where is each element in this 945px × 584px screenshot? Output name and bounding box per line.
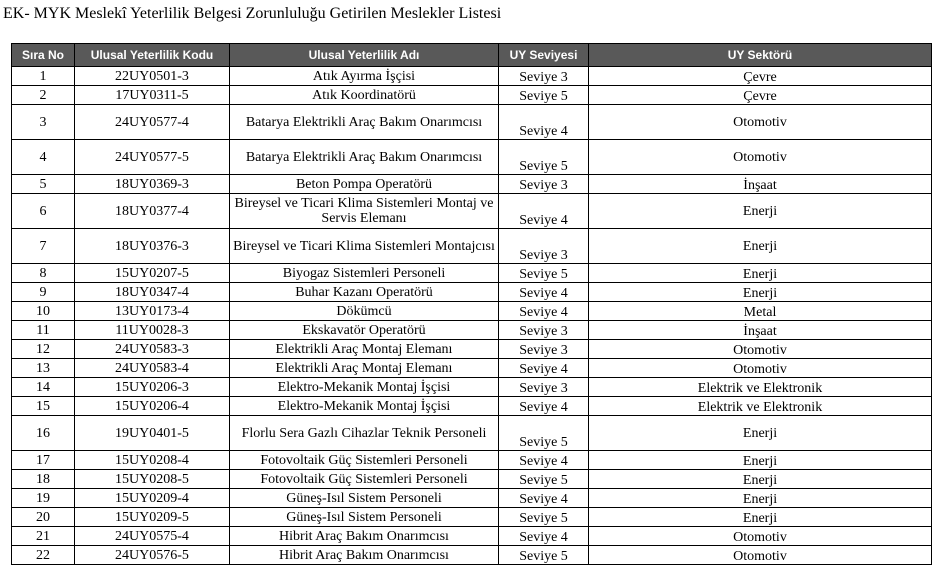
cell-sector: Enerji <box>589 451 932 470</box>
cell-sector: Enerji <box>589 489 932 508</box>
table-row <box>12 283 932 302</box>
cell-row-number: 3 <box>12 105 75 140</box>
cell-qualification-name: Elektro-Mekanik Montaj İşçisi <box>230 378 499 397</box>
table-row <box>12 175 932 194</box>
cell-qualification-code: 15UY0206-3 <box>75 378 230 397</box>
cell-qualification-name: Dökümcü <box>230 302 499 321</box>
table-row <box>12 489 932 508</box>
cell-qualification-code: 18UY0377-4 <box>75 194 230 229</box>
table-row <box>12 302 932 321</box>
table-row <box>12 340 932 359</box>
cell-qualification-code: 24UY0577-4 <box>75 105 230 140</box>
cell-sector: Otomotiv <box>589 546 932 565</box>
cell-row-number: 4 <box>12 140 75 175</box>
cell-row-number: 1 <box>12 67 75 86</box>
cell-row-number: 7 <box>12 229 75 264</box>
cell-row-number: 5 <box>12 175 75 194</box>
table-row <box>12 229 932 264</box>
cell-qualification-code: 24UY0583-4 <box>75 359 230 378</box>
table-row <box>12 546 932 565</box>
column-header-sector: UY Sektörü <box>589 44 932 67</box>
cell-qualification-code: 13UY0173-4 <box>75 302 230 321</box>
cell-sector: Elektrik ve Elektronik <box>589 397 932 416</box>
table-row <box>12 378 932 397</box>
column-header-level: UY Seviyesi <box>499 44 589 67</box>
cell-qualification-code: 15UY0207-5 <box>75 264 230 283</box>
cell-level: Seviye 4 <box>499 527 589 546</box>
table-row <box>12 140 932 175</box>
cell-row-number: 14 <box>12 378 75 397</box>
cell-sector: Otomotiv <box>589 140 932 175</box>
cell-qualification-code: 24UY0583-3 <box>75 340 230 359</box>
table-row <box>12 321 932 340</box>
cell-level: Seviye 4 <box>499 194 589 229</box>
cell-level: Seviye 3 <box>499 175 589 194</box>
cell-row-number: 15 <box>12 397 75 416</box>
cell-qualification-code: 18UY0376-3 <box>75 229 230 264</box>
cell-qualification-code: 24UY0575-4 <box>75 527 230 546</box>
cell-row-number: 10 <box>12 302 75 321</box>
document-title: EK- MYK Meslekî Yeterlilik Belgesi Zorunluluğu Getirilen Meslekler Listesi <box>3 5 502 22</box>
cell-level: Seviye 5 <box>499 86 589 105</box>
cell-level: Seviye 5 <box>499 546 589 565</box>
cell-sector: Enerji <box>589 194 932 229</box>
cell-qualification-code: 18UY0369-3 <box>75 175 230 194</box>
cell-qualification-name: Elektrikli Araç Montaj Elemanı <box>230 359 499 378</box>
cell-level: Seviye 4 <box>499 105 589 140</box>
cell-qualification-name: Florlu Sera Gazlı Cihazlar Teknik Personeli <box>230 416 499 451</box>
cell-qualification-name: Batarya Elektrikli Araç Bakım Onarımcısı <box>230 140 499 175</box>
table-row <box>12 67 932 86</box>
cell-sector: Enerji <box>589 470 932 489</box>
cell-level: Seviye 5 <box>499 140 589 175</box>
cell-row-number: 8 <box>12 264 75 283</box>
cell-qualification-code: 18UY0347-4 <box>75 283 230 302</box>
cell-row-number: 17 <box>12 451 75 470</box>
cell-qualification-code: 15UY0209-4 <box>75 489 230 508</box>
cell-qualification-name: Batarya Elektrikli Araç Bakım Onarımcısı <box>230 105 499 140</box>
cell-level: Seviye 4 <box>499 359 589 378</box>
cell-level: Seviye 4 <box>499 397 589 416</box>
cell-level: Seviye 4 <box>499 489 589 508</box>
cell-level: Seviye 3 <box>499 321 589 340</box>
cell-qualification-name: Elektrikli Araç Montaj Elemanı <box>230 340 499 359</box>
cell-qualification-code: 24UY0577-5 <box>75 140 230 175</box>
cell-qualification-name: Bireysel ve Ticari Klima Sistemleri Montajcısı <box>230 229 499 264</box>
cell-sector: Elektrik ve Elektronik <box>589 378 932 397</box>
table-row <box>12 527 932 546</box>
cell-qualification-name: Fotovoltaik Güç Sistemleri Personeli <box>230 470 499 489</box>
column-header-code: Ulusal Yeterlilik Kodu <box>75 44 230 67</box>
cell-sector: Çevre <box>589 67 932 86</box>
cell-level: Seviye 3 <box>499 229 589 264</box>
table-row <box>12 397 932 416</box>
cell-qualification-name: Elektro-Mekanik Montaj İşçisi <box>230 397 499 416</box>
cell-sector: Metal <box>589 302 932 321</box>
cell-sector: İnşaat <box>589 321 932 340</box>
cell-row-number: 19 <box>12 489 75 508</box>
cell-qualification-name: Atık Koordinatörü <box>230 86 499 105</box>
table-header-row <box>12 44 932 67</box>
cell-sector: Enerji <box>589 508 932 527</box>
cell-level: Seviye 3 <box>499 67 589 86</box>
table-row <box>12 451 932 470</box>
cell-row-number: 9 <box>12 283 75 302</box>
cell-level: Seviye 4 <box>499 283 589 302</box>
table-row <box>12 508 932 527</box>
cell-qualification-name: Beton Pompa Operatörü <box>230 175 499 194</box>
cell-level: Seviye 5 <box>499 508 589 527</box>
cell-row-number: 21 <box>12 527 75 546</box>
cell-sector: Otomotiv <box>589 105 932 140</box>
cell-qualification-name: Hibrit Araç Bakım Onarımcısı <box>230 527 499 546</box>
cell-level: Seviye 5 <box>499 264 589 283</box>
cell-qualification-name: Güneş-Isıl Sistem Personeli <box>230 489 499 508</box>
cell-row-number: 22 <box>12 546 75 565</box>
cell-sector: Otomotiv <box>589 527 932 546</box>
cell-qualification-code: 15UY0208-5 <box>75 470 230 489</box>
cell-qualification-name: Ekskavatör Operatörü <box>230 321 499 340</box>
cell-sector: Enerji <box>589 264 932 283</box>
cell-level: Seviye 3 <box>499 340 589 359</box>
cell-qualification-name: Hibrit Araç Bakım Onarımcısı <box>230 546 499 565</box>
cell-level: Seviye 5 <box>499 470 589 489</box>
cell-row-number: 6 <box>12 194 75 229</box>
column-header-name: Ulusal Yeterlilik Adı <box>230 44 499 67</box>
table-row <box>12 359 932 378</box>
table-row <box>12 470 932 489</box>
occupations-table <box>11 43 932 565</box>
cell-qualification-code: 15UY0209-5 <box>75 508 230 527</box>
cell-row-number: 13 <box>12 359 75 378</box>
cell-row-number: 12 <box>12 340 75 359</box>
cell-level: Seviye 4 <box>499 451 589 470</box>
cell-qualification-code: 24UY0576-5 <box>75 546 230 565</box>
cell-qualification-code: 15UY0208-4 <box>75 451 230 470</box>
cell-sector: Otomotiv <box>589 340 932 359</box>
cell-sector: İnşaat <box>589 175 932 194</box>
table-row <box>12 194 932 229</box>
cell-sector: Enerji <box>589 229 932 264</box>
cell-sector: Enerji <box>589 283 932 302</box>
cell-qualification-name: Bireysel ve Ticari Klima Sistemleri Montaj ve Servis Elemanı <box>230 194 499 229</box>
cell-qualification-name: Atık Ayırma İşçisi <box>230 67 499 86</box>
table-body <box>12 67 932 565</box>
cell-row-number: 11 <box>12 321 75 340</box>
cell-row-number: 18 <box>12 470 75 489</box>
cell-level: Seviye 5 <box>499 416 589 451</box>
cell-level: Seviye 4 <box>499 302 589 321</box>
cell-qualification-name: Buhar Kazanı Operatörü <box>230 283 499 302</box>
cell-level: Seviye 3 <box>499 378 589 397</box>
cell-qualification-code: 17UY0311-5 <box>75 86 230 105</box>
cell-row-number: 2 <box>12 86 75 105</box>
cell-row-number: 20 <box>12 508 75 527</box>
cell-qualification-name: Fotovoltaik Güç Sistemleri Personeli <box>230 451 499 470</box>
cell-qualification-code: 15UY0206-4 <box>75 397 230 416</box>
cell-qualification-name: Biyogaz Sistemleri Personeli <box>230 264 499 283</box>
cell-row-number: 16 <box>12 416 75 451</box>
cell-qualification-code: 22UY0501-3 <box>75 67 230 86</box>
cell-sector: Çevre <box>589 86 932 105</box>
table-row <box>12 416 932 451</box>
table-row <box>12 105 932 140</box>
table-row <box>12 264 932 283</box>
cell-sector: Enerji <box>589 416 932 451</box>
column-header-no: Sıra No <box>12 44 75 67</box>
cell-sector: Otomotiv <box>589 359 932 378</box>
cell-qualification-code: 11UY0028-3 <box>75 321 230 340</box>
cell-qualification-code: 19UY0401-5 <box>75 416 230 451</box>
cell-qualification-name: Güneş-Isıl Sistem Personeli <box>230 508 499 527</box>
table-row <box>12 86 932 105</box>
